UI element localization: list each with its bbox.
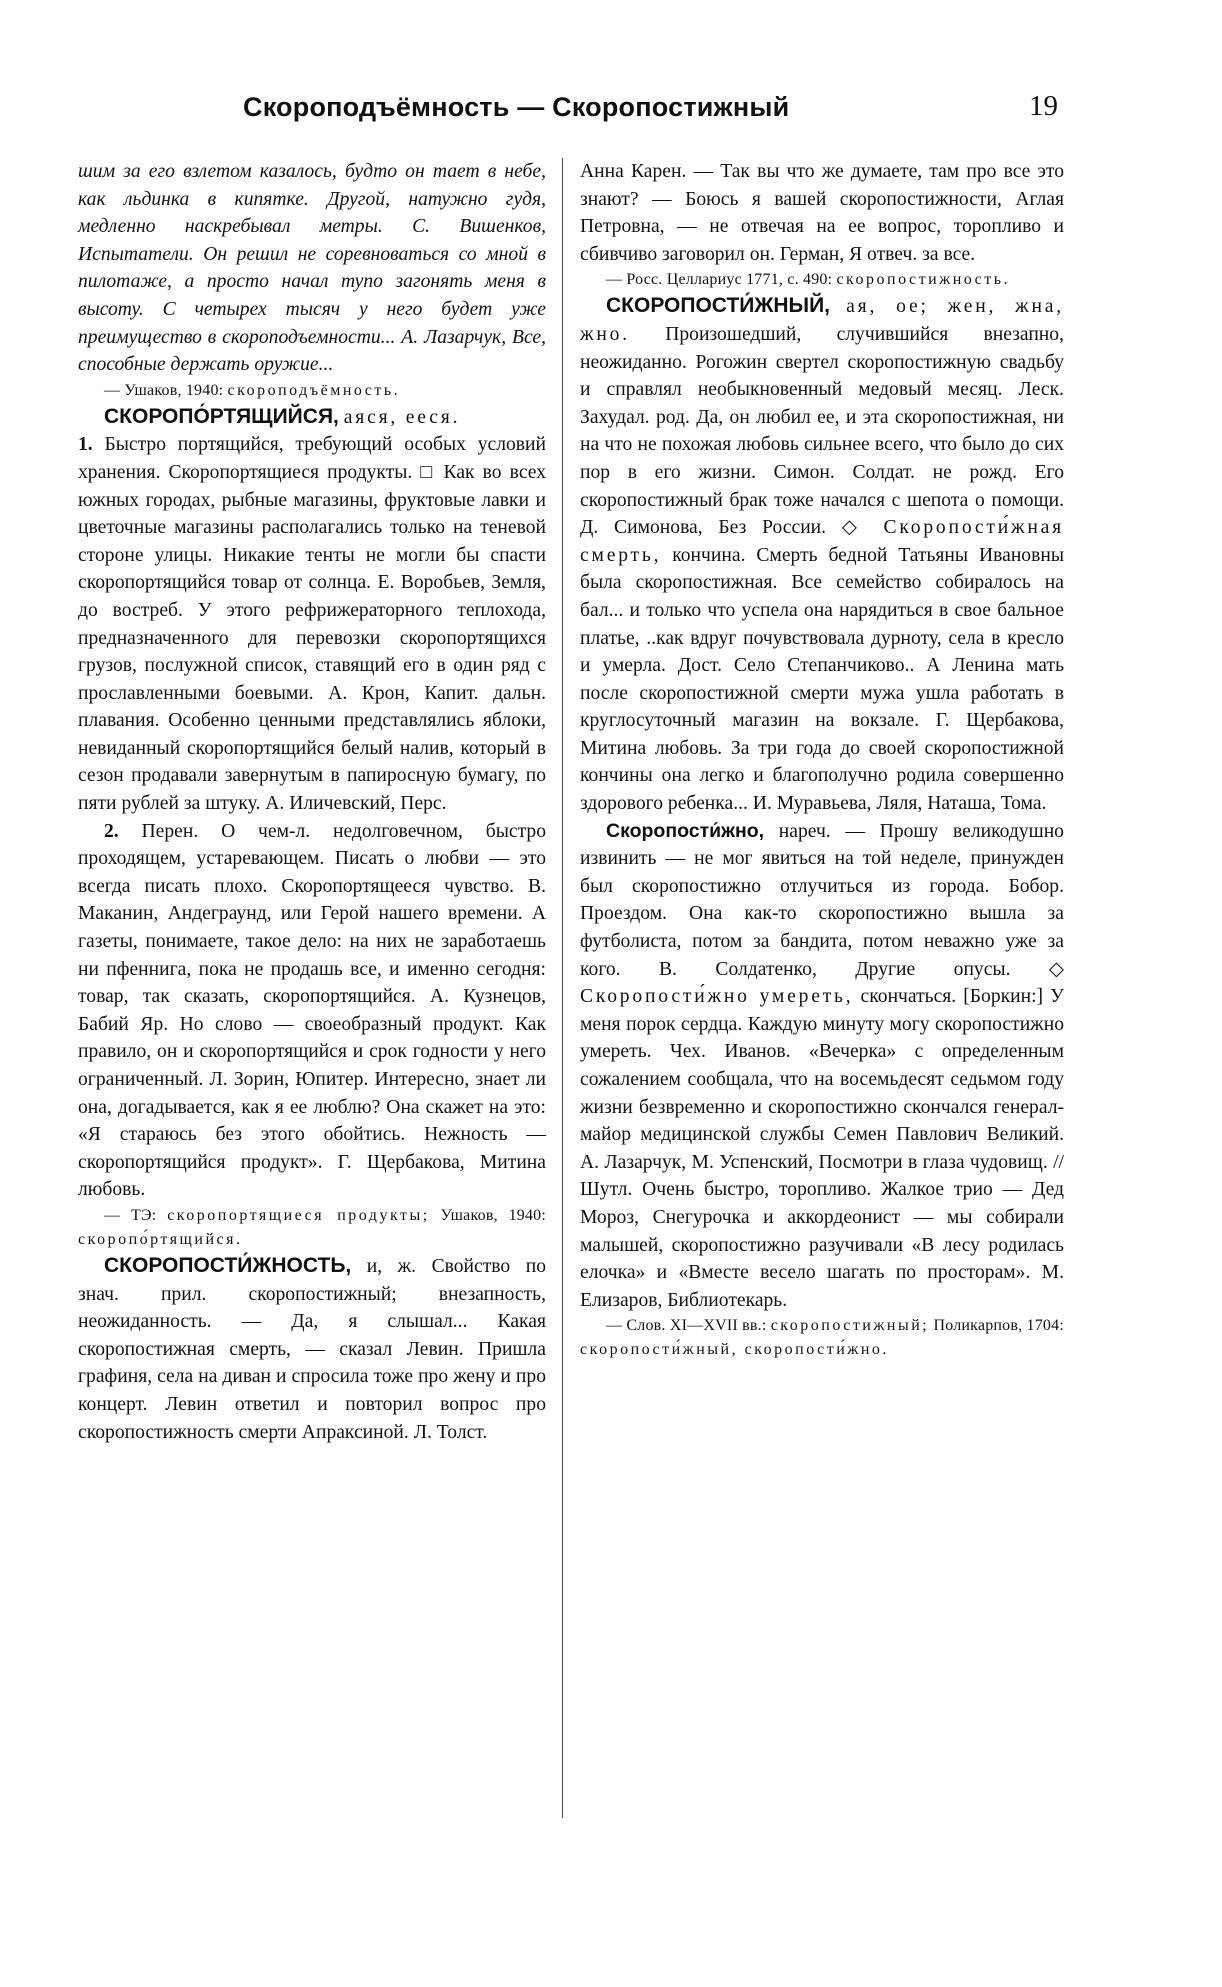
right-column (580, 158, 1064, 1362)
grammar-forms: аяся, ееся. (343, 406, 461, 428)
running-head: Скороподъёмность — Скоропостижный (243, 92, 790, 122)
entry-continuation (580, 158, 1064, 268)
idiom-diamond-icon: ◇ (841, 517, 868, 539)
source-note (78, 379, 546, 403)
page-header (0, 92, 1222, 132)
headword: СКОРОПОСТИ́ЖНОСТЬ, (104, 1253, 352, 1277)
source-ref: — Росс. Целлариус 1771, с. 490: (606, 271, 833, 289)
headword: Скоропости́жно, (606, 819, 765, 842)
source-ref: Ушаков, 1940: (440, 1206, 547, 1224)
citation-text: шим за его взлетом казалось, будто он тает в небе, как льдинка в кипятке. Другой, натужно гудя, медленно наскребывал метры. С. Вишенков, Испытатели. Он решил не соревноваться со мной в пилотаже, а просто начал тупо загонять меня в высоту. С четырех тысяч у него будет уже преимущество в скороподъемности... А. Лазарчук, Все, способные держать оружие... (78, 161, 546, 376)
source-word: скоропо́ртящийся. (78, 1230, 243, 1248)
source-word: скоропостижность. (836, 271, 1011, 289)
entry-skoropostizhnyy (580, 292, 1064, 817)
grammar-forms: ая, ое; жен, жна, жно. (580, 296, 1064, 345)
headword: СКОРОПОСТИ́ЖНЫЙ, (606, 294, 831, 318)
idiom-text: кончина. Смерть бедной Татьяны Ивановны была скоропостижная. Все семейство собиралось на бал... и только что успела она нарядиться в свое бальное платье, ..как вдруг почувствовала дурноту, села в кресло и умерла. Дост. Село Степанчиково.. А Ленина мать после скоропостижной смерти мужа ушла работать в круглосуточный магазин на вокзале. Г. Щербакова, Митина любовь. За три года до своей скоропостижной кончины она легко и благополучно родила совершенно здорового ребенка... И. Муравьева, Ляля, Наташа, Тома. (580, 544, 1064, 815)
left-column (78, 158, 546, 1446)
page-number: 19 (1029, 90, 1058, 122)
source-ref: — Слов. XI—XVII вв.: (606, 1317, 767, 1335)
sense-number: 2. (104, 820, 119, 842)
idiom-phrase: Скоропости́жная смерть, (580, 517, 1064, 566)
source-ref: — Ушаков, 1940: (104, 381, 224, 399)
source-word: скоропостижный; (770, 1317, 930, 1335)
idiom-diamond-icon: ◇ (1048, 958, 1064, 980)
idiom-phrase: Скоропости́жно умереть, (580, 986, 854, 1008)
column-divider (562, 158, 563, 1818)
entry-text: нареч. — Прошу великодушно извинить — не мог явиться на той неделе, принужден был скоропостижно отлучиться из города. Бобор. Проездом. Она как-то скоропостижно вышла за футболиста, потом за бандита, потом неважно уже за кого. В. Солдатенко, Другие опусы. (580, 820, 1064, 980)
sense-text: Перен. О чем-л. недолговечном, быстро проходящем, устаревающем. Писать о любви — это всегда писать плохо. Скоропортящееся чувство. В. Маканин, Андеграунд, или Герой нашего времени. А газеты, понимаете, такое дело: на них не заработаешь ни пфеннига, пока не продашь все, и именно сегодня: товар, так сказать, скоропортящийся. А. Кузнецов, Бабий Яр. Но слово — своеобразный продукт. Как правило, он и скоропортящийся и срок годности у него ограниченный. Л. Зорин, Юпитер. Интересно, знает ли она, догадывается, как я ее люблю? Она скажет на это: «Я стараюсь без этого обойтись. Нежность — скоропортящийся продукт». Г. Щербакова, Митина любовь. (78, 820, 546, 1201)
entry-skoropostizhnost (78, 1252, 546, 1446)
sense-2 (78, 818, 546, 1204)
entry-continuation (78, 158, 546, 379)
sense-text: Быстро портящийся, требующий особых условий хранения. Скоропортящиеся продукты. □ Как во всех южных городах, рыбные магазины, фруктовые лавки и цветочные магазины располагались только на теневой стороне улицы. Никакие тенты не могли бы спасти скоропортящийся товар от солнца. Е. Воробьев, Земля, до востреб. У этого рефрижераторного теплохода, предназначенного для перевозки скоропортящихся грузов, послужной список, ставящий его в один ряд с прославленными боевыми. А. Крон, Капит. дальн. плавания. Особенно ценными представлялись яблоки, невиданный скоропортящийся белый налив, который в сезон продавали завернутым в папиросную бумагу, по пяти рублей за штуку. А. Иличевский, Перс. (78, 434, 546, 815)
entry-text: Произошедший, случившийся внезапно, неожиданно. Рогожин свертел скоропостижную свадьбу и справлял необыкновенный медовый месяц. Леск. Захудал. род. Да, он любил ее, и эта скоропостижная, ни на что не похожая любовь сильнее всего, что было до сих пор в его жизни. Симон. Солдат. не рожд. Его скоропостижный брак тоже начался с шепота о помощи. Д. Симонова, Без России. (580, 323, 1064, 539)
headword: СКОРОПО́РТЯЩИЙСЯ, (104, 404, 339, 428)
source-ref: — ТЭ: (104, 1206, 157, 1224)
source-word: скороподъёмность. (227, 381, 401, 399)
citation-text: Анна Карен. — Так вы что же думаете, там про все это знают? — Боюсь я вашей скоропостижности, Аглая Петровна, — не отвечая на ее вопрос, торопливо и сбивчиво заговорил он. Герман, Я отвеч. за все. (580, 161, 1064, 265)
source-word: скоропортящиеся продукты; (167, 1206, 430, 1224)
source-note (580, 268, 1064, 292)
entry-text: и, ж. Свойство по знач. прил. скоропостижный; внезапность, неожиданность. — Да, я слышал... Какая скоропостижная смерть, — сказал Левин. Пришла графиня, села на диван и спросила тоже про жену и про концерт. Левин ответил и повторил вопрос про скоропостижность смерти Апраксиной. Л. Толст. (78, 1255, 546, 1443)
source-note (78, 1204, 546, 1252)
idiom-text: скончаться. [Боркин:] У меня порок сердца. Каждую минуту могу скоропостижно умереть. Чех. Иванов. «Вечерка» с определенным сожалением сообщала, что на восемьдесят седьмом году жизни безвременно и скоропостижно скончался генерал-майор медицинской службы Семен Павлович Великий. А. Лазарчук, М. Успенский, Посмотри в глаза чудовищ. // Шутл. Очень быстро, торопливо. Жалкое трио — Дед Мороз, Снегурочка и аккордеонист — мы собирали малышей, скоропостижно разучивали «В лесу родилась елочка» и «Вместе весело шагать по просторам». М. Елизаров, Библиотекарь. (580, 986, 1064, 1311)
sense-number: 1. (78, 434, 93, 456)
source-word: скоропости́жный, скоропости́жно. (580, 1341, 889, 1359)
source-ref: Поликарпов, 1704: (933, 1317, 1064, 1335)
entry-skoropostizhno (580, 818, 1064, 1315)
sense-1 (78, 431, 546, 817)
source-note (580, 1314, 1064, 1362)
entry-skoroportyashchiysya (78, 403, 546, 432)
